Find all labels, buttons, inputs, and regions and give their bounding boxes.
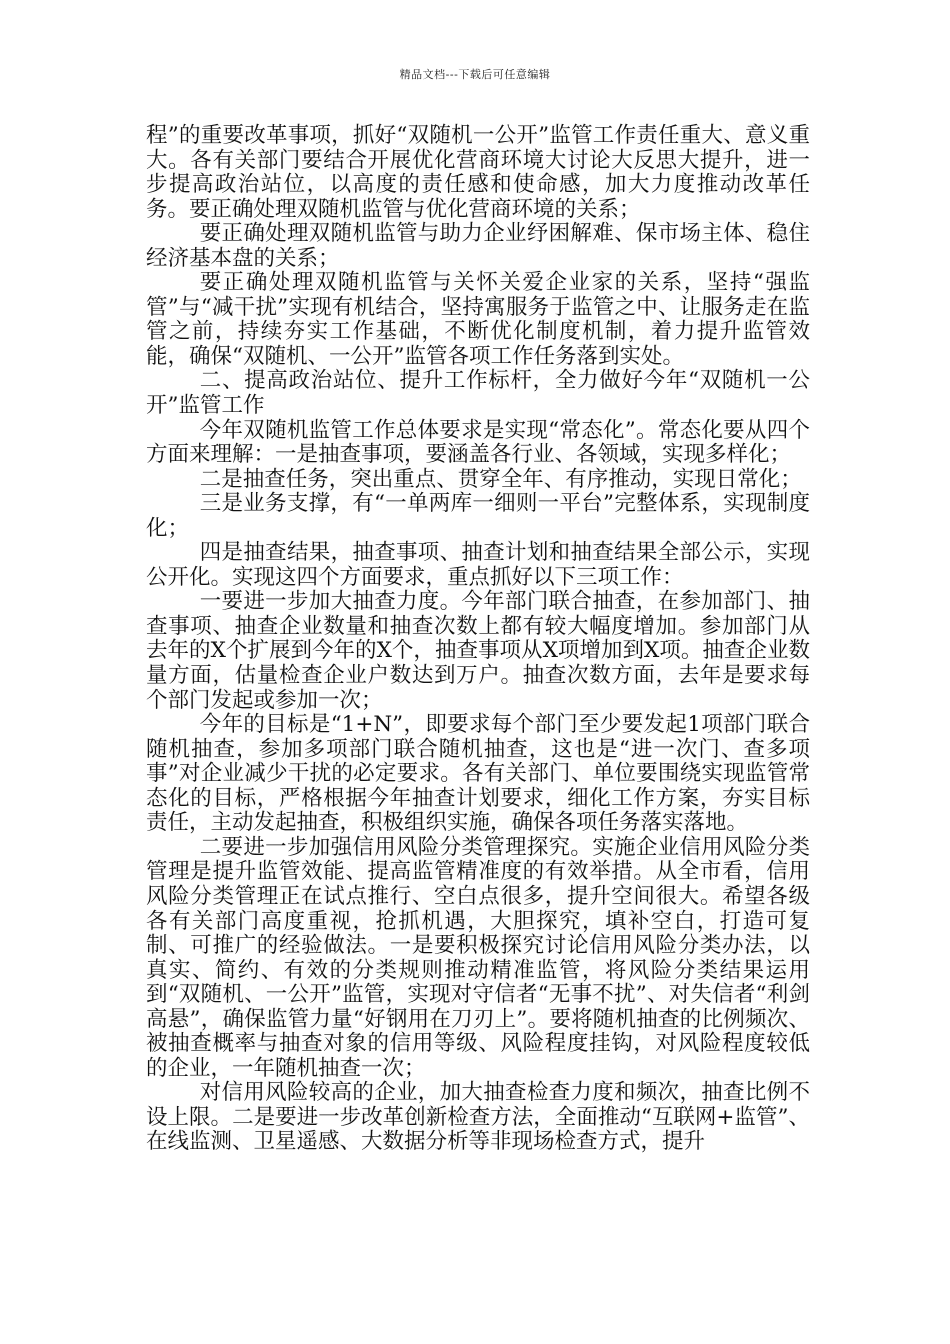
- paragraph: 今年双随机监管工作总体要求是实现“常态化”。常态化要从四个方面来理解：一是抽查事项，要涵盖各行业、各领域，实现多样化；: [146, 417, 810, 468]
- document-body: [146, 124, 810, 1155]
- paragraph: 一要进一步加大抽查力度。今年部门联合抽查，在参加部门、抽查事项、抽查企业数量和抽查次数上都有较大幅度增加。参加部门从去年的X个扩展到今年的X个，抽查事项从X项增加到X项。抽查企业数量方面，估量检查企业户数达到万户。抽查次数方面，去年是要求每个部门发起或参加一次；: [146, 589, 810, 713]
- paragraph: 对信用风险较高的企业，加大抽查检查力度和频次，抽查比例不设上限。二是要进一步改革创新检查方法，全面推动“互联网+监管”、在线监测、卫星遥感、大数据分析等非现场检查方式，提升: [146, 1080, 810, 1155]
- paragraph: 要正确处理双随机监管与助力企业纾困解难、保市场主体、稳住经济基本盘的关系；: [146, 221, 810, 271]
- paragraph: 程”的重要改革事项，抓好“双随机一公开”监管工作责任重大、意义重大。各有关部门要结合开展优化营商环境大讨论大反思大提升，进一步提高政治站位，以高度的责任感和使命感，加大力度推动改革任务。要正确处理双随机监管与优化营商环境的关系；: [146, 123, 810, 222]
- paragraph: 三是业务支撑，有“一单两库一细则一平台”完整体系，实现制度化；: [146, 491, 810, 541]
- paragraph: 四是抽查结果，抽查事项、抽查计划和抽查结果全部公示，实现公开化。实现这四个方面要求，重点抓好以下三项工作：: [146, 540, 810, 590]
- section-heading: 二、提高政治站位、提升工作标杆，全力做好今年“双随机一公开”监管工作: [146, 368, 810, 419]
- paragraph: 二要进一步加强信用风险分类管理探究。实施企业信用风险分类管理是提升监管效能、提高监管精准度的有效举措。从全市看，信用风险分类管理正在试点推行、空白点很多，提升空间很大。希望各级各有关部门高度重视，抢抓机遇，大胆探究，填补空白，打造可复制、可推广的经验做法。一是要积极探究讨论信用风险分类办法，以真实、简约、有效的分类规则推动精准监管，将风险分类结果运用到“双随机、一公开”监管，实现对守信者“无事不扰”、对失信者“利剑高悬”，确保监管力量“好钢用在刀刃上”。要将随机抽查的比例频次、被抽查概率与抽查对象的信用等级、风险程度挂钩，对风险程度较低的企业，一年随机抽查一次；: [146, 834, 810, 1081]
- paragraph: 要正确处理双随机监管与关怀关爱企业家的关系，坚持“强监管”与“减干扰”实现有机结合，坚持寓服务于监管之中、让服务走在监管之前，持续夯实工作基础，不断优化制度机制，着力提升监管效能，确保“双随机、一公开”监管各项工作任务落到实处。: [146, 270, 810, 369]
- paragraph: 二是抽查任务，突出重点、贯穿全年、有序推动，实现日常化；: [199, 466, 802, 492]
- page-header: 精品文档---下载后可任意编辑: [399, 68, 551, 81]
- paragraph: 今年的目标是“1+N”，即要求每个部门至少要发起1项部门联合随机抽查，参加多项部门联合随机抽查，这也是“进一次门、查多项事”对企业减少干扰的必定要求。各有关部门、单位要围绕实现监管常态化的目标，严格根据今年抽查计划要求，细化工作方案，夯实目标责任，主动发起抽查，积极组织实施，确保各项任务落实落地。: [146, 712, 810, 836]
